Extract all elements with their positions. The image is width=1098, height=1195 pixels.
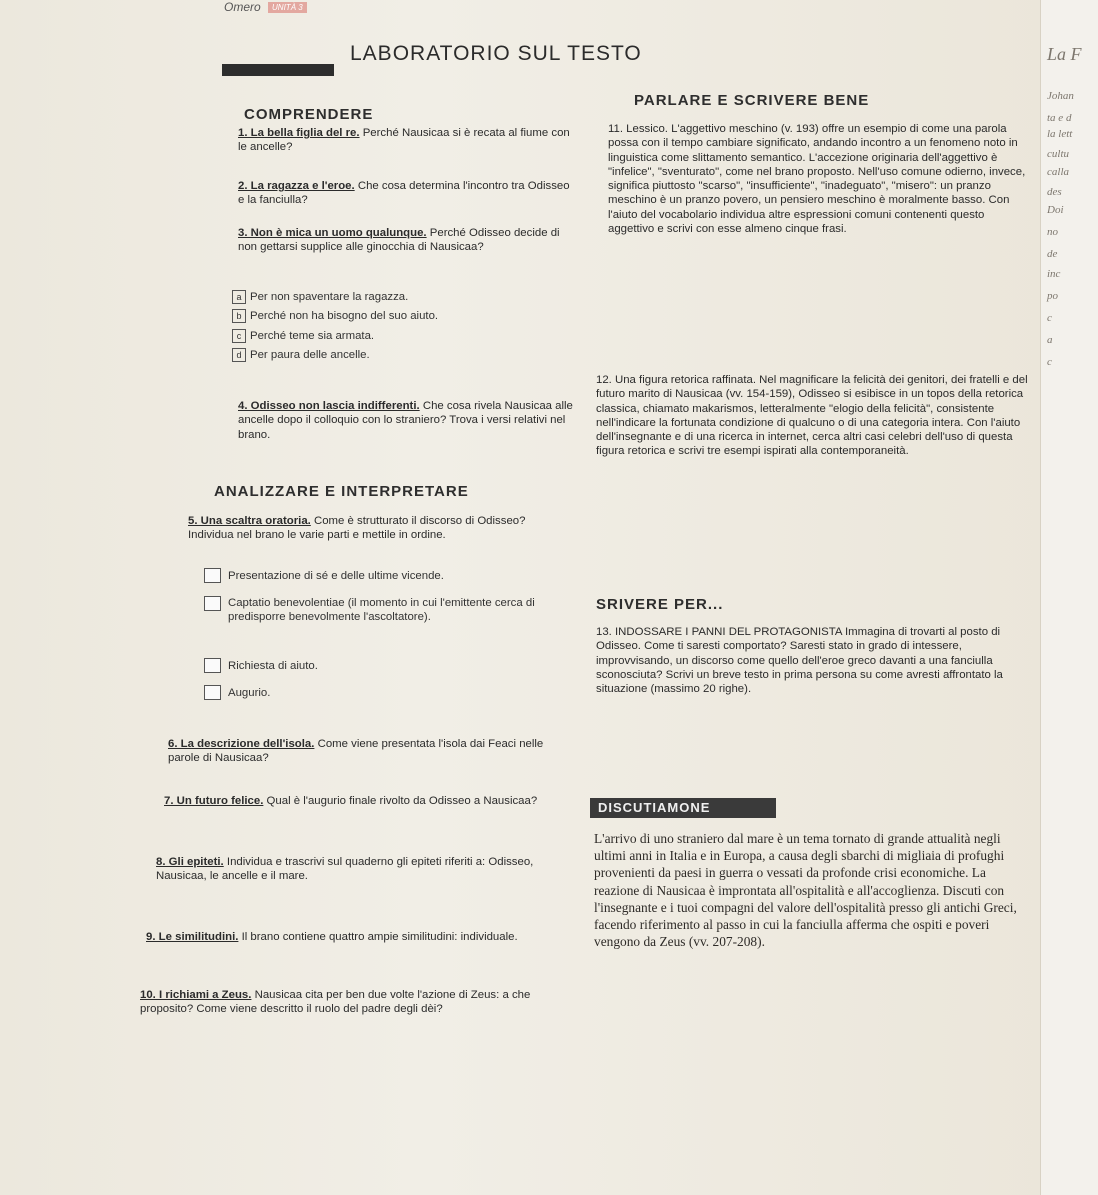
question-8: 8. Gli epiteti. Individua e trascrivi sul quaderno gli epiteti riferiti a: Odisseo, Nausicaa, le ancelle e il mare. — [156, 856, 534, 883]
question-3: 3. Non è mica un uomo qualunque. Perché Odisseo decide di non gettarsi supplice alle ginocchia di Nausicaa? — [238, 227, 560, 254]
discussion-text: L'arrivo di uno straniero dal mare è un tema tornato di grande attualità negli ultimi anni in Italia e in Europa, a causa degli sbarchi di migliaia di profughi provenienti da paesi in guerra o vessati da profonde crisi economiche. La reazione di Nausicaa è improntata all'ospitalità e all'accoglienza. Discuti con l'insegnante e i tuoi compagni del valore dell'ospitalità presso gli antichi Greci, facendo riferimento al passo in cui la fanciulla afferma che ospiti e poveri vengono da Zeus (vv. 207-208). — [594, 831, 1017, 950]
facing-fragment: Doi — [1047, 204, 1064, 216]
section-discutiamone: DISCUTIAMONE — [590, 798, 776, 818]
q3-option-c[interactable]: c Perché teme sia armata. — [232, 329, 374, 343]
facing-fragment: des — [1047, 186, 1062, 198]
checkbox[interactable] — [204, 568, 221, 583]
facing-fragment: no — [1047, 226, 1058, 238]
q5-option-1[interactable]: Presentazione di sé e delle ultime vicende. — [204, 568, 444, 583]
facing-fragment: cultu — [1047, 148, 1069, 160]
q3-option-d[interactable]: d Per paura delle ancelle. — [232, 348, 370, 362]
q5-option-4[interactable]: Augurio. — [204, 685, 270, 700]
facing-fragment: c — [1047, 356, 1052, 368]
q3-option-b[interactable]: b Perché non ha bisogno del suo aiuto. — [232, 309, 438, 323]
section-scrivere: SRIVERE PER... — [596, 596, 724, 613]
running-header — [224, 0, 307, 14]
q5-option-3[interactable]: Richiesta di aiuto. — [204, 658, 318, 673]
question-13: 13. INDOSSARE I PANNI DEL PROTAGONISTA Immagina di trovarti al posto di Odisseo. Come ti saresti comportato? Saresti stato in grado di intessere, improvvisando, un discorso come quello dell'eroe greco davanti a una fanciulla sconosciuta? Scrivi un breve testo in prima persona su come avresti affrontato la situazione (massimo 20 righe). — [596, 626, 1003, 696]
facing-fragment: inc — [1047, 268, 1061, 280]
q5-option-2[interactable]: Captatio benevolentiae (il momento in cui l'emittente cerca di predisporre benevolmente l'ascoltatore). — [204, 596, 564, 624]
title-decoration-bar — [222, 64, 334, 76]
section-comprendere: COMPRENDERE — [244, 106, 374, 123]
question-11: 11. Lessico. L'aggettivo meschino (v. 193) offre un esempio di come una parola possa con il tempo cambiare significato, andando incontro a un fenomeno noto in linguistica come slittamento semantico. L'accezione originaria dell'aggettivo è "infelice", "sventurato", come nel brano proposto. Nell'uso comune odierno, invece, significa piuttosto "scarso", "insufficiente", "inadeguato", "misero": un pranzo meschino è un pranzo povero, un pensiero meschino è moralmente basso. Con l'aiuto del vocabolario individua altre espressioni comuni contenenti questo aggettivo e scrivi con esse almeno cinque frasi. — [608, 123, 1026, 236]
question-7: 7. Un futuro felice. Qual è l'augurio finale rivolto da Odisseo a Nausicaa? — [164, 795, 538, 807]
question-1: 1. La bella figlia del re. Perché Nausicaa si è recata al fiume con le ancelle? — [238, 127, 570, 154]
facing-fragment: La F — [1047, 44, 1082, 64]
question-2: 2. La ragazza e l'eroe. Che cosa determina l'incontro tra Odisseo e la fanciulla? — [238, 180, 570, 207]
facing-fragment: calla — [1047, 166, 1069, 178]
unit-badge: UNITÀ 3 — [268, 2, 307, 13]
q3-option-a[interactable]: a Per non spaventare la ragazza. — [232, 290, 408, 304]
facing-fragment: po — [1047, 290, 1058, 302]
checkbox[interactable] — [204, 658, 221, 673]
question-5: 5. Una scaltra oratoria. Come è strutturato il discorso di Odisseo? Individua nel brano le varie parti e mettile in ordine. — [188, 515, 526, 542]
facing-fragment: Johan — [1047, 90, 1074, 102]
facing-fragment: la lett — [1047, 128, 1073, 140]
checkbox[interactable] — [204, 596, 221, 611]
facing-fragment: ta e d — [1047, 112, 1072, 124]
facing-fragment: c — [1047, 312, 1052, 324]
question-9: 9. Le similitudini. Il brano contiene quattro ampie similitudini: individuale. — [146, 931, 518, 943]
section-parlare: PARLARE E SCRIVERE BENE — [634, 92, 870, 109]
question-6: 6. La descrizione dell'isola. Come viene presentata l'isola dai Feaci nelle parole di Nausicaa? — [168, 738, 544, 765]
book-name: Omero — [224, 0, 261, 14]
checkbox[interactable] — [204, 685, 221, 700]
question-12: 12. Una figura retorica raffinata. Nel magnificare la felicità dei genitori, dei fratelli e del futuro marito di Nausicaa (vv. 154-159), Odisseo si esibisce in un topos della retorica classica, chiamato makarismos, letteralmente "elogio della felicità", consistente nell'indicare la fortunata condizione di qualcuno o di una categoria intera. Con l'aiuto dell'insegnante e di una ricerca in internet, cerca altri casi celebri dell'uso di questa figura retorica e scrivi tre esempi ispirati alla contemporaneità. — [596, 374, 1028, 458]
page-title: LABORATORIO SUL TESTO — [350, 42, 642, 65]
facing-fragment: a — [1047, 334, 1053, 346]
question-10: 10. I richiami a Zeus. Nausicaa cita per ben due volte l'azione di Zeus: a che proposito? Come viene descritto il ruolo del padre degli dèi? — [140, 989, 531, 1016]
facing-page-edge — [1040, 0, 1098, 1195]
facing-fragment: de — [1047, 248, 1058, 260]
question-4: 4. Odisseo non lascia indifferenti. Che cosa rivela Nausicaa alle ancelle dopo il colloquio con lo straniero? Trova i versi relativi nel brano. — [238, 400, 573, 441]
section-analizzare: ANALIZZARE E INTERPRETARE — [214, 483, 469, 500]
